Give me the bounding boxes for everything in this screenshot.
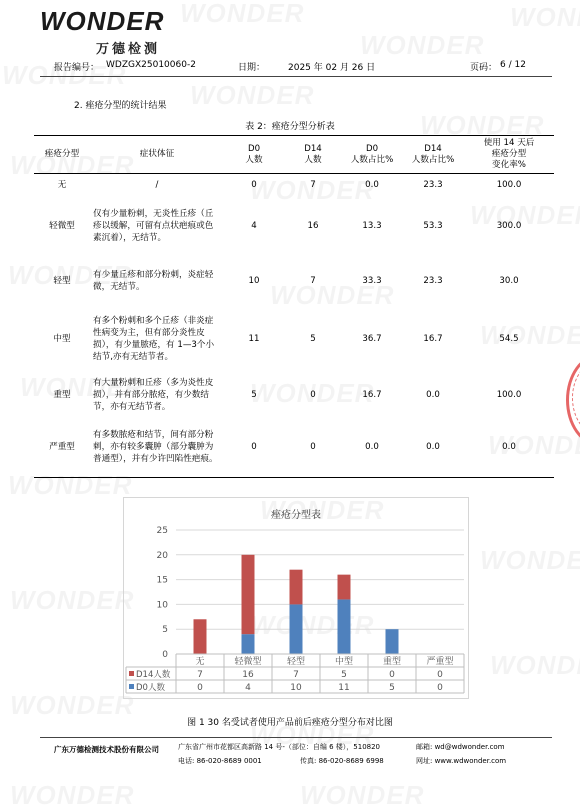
table-row: [34, 256, 554, 306]
watermark-text: [190, 80, 314, 111]
header-cell: D0 人数占比%: [342, 136, 402, 174]
header-cell: 使用 14 天后 痤疮分型 变化率%: [464, 136, 554, 174]
d14-pct-cell: 23.3: [423, 275, 443, 286]
bar-d14: [338, 575, 351, 600]
y-tick-label: 5: [162, 625, 168, 636]
x-category-label: 严重型: [426, 657, 454, 667]
x-category-label: 重型: [382, 657, 402, 667]
d14-count-cell: 16: [307, 220, 319, 231]
change-rate-cell: 300.0: [496, 220, 522, 231]
legend-label: D14人数: [136, 670, 171, 680]
logo-subtitle: 万德检测: [96, 42, 161, 57]
symptom-cell: 有少量丘疹和部分粉刺，炎症轻微，无结节。: [93, 269, 214, 292]
footer-address: 广东省广州市花都区高新路 14 号-（部位：自编 6 楼），510820: [178, 743, 381, 751]
change-rate-cell: 30.0: [499, 275, 519, 286]
report-number-label: 报告编号：: [54, 63, 100, 73]
watermark-text: [180, 0, 304, 29]
footer-company: 广东万德检测技术股份有限公司: [54, 745, 159, 754]
data-table-value: 5: [341, 670, 347, 680]
report-number: WDZGX25010060-2: [106, 60, 196, 70]
x-category-label: 轻微型: [234, 657, 262, 667]
watermark-text: [300, 780, 424, 811]
report-date: 2025 年 02 月 26 日: [288, 63, 376, 73]
footer-phone: 电话: 86-020-8689 0001: [178, 757, 262, 765]
data-table-value: 0: [389, 670, 395, 680]
type-cell: 重型: [53, 389, 71, 400]
change-rate-cell: 100.0: [496, 179, 522, 190]
d0-pct-cell: 16.7: [362, 389, 382, 400]
type-cell: 无: [57, 179, 67, 190]
d14-pct-cell: 16.7: [423, 333, 443, 344]
d14-pct-cell: 53.3: [423, 220, 443, 231]
d0-count-cell: 11: [248, 333, 260, 344]
d14-count-cell: 0: [310, 389, 316, 400]
header-divider: [40, 76, 552, 77]
watermark-text: [480, 545, 580, 576]
d0-count-cell: 5: [251, 389, 257, 400]
type-cell: 中型: [53, 333, 71, 344]
d0-pct-cell: 36.7: [362, 333, 382, 344]
header-cell: 痤疮分型: [34, 136, 90, 174]
d0-pct-cell: 13.3: [362, 220, 382, 231]
section-title: 2. 痤疮分型的统计结果: [74, 101, 167, 111]
d0-pct-cell: 0.0: [365, 179, 379, 190]
data-table-value: 11: [338, 683, 350, 693]
data-table-value: 16: [242, 670, 254, 680]
data-table-value: 5: [389, 683, 395, 693]
table-header-row: [34, 136, 554, 174]
watermark-text: [490, 650, 580, 681]
page-number: 6 / 12: [500, 60, 526, 70]
watermark-text: [10, 585, 134, 616]
bar-d14: [242, 555, 255, 634]
type-cell: 轻型: [53, 275, 71, 286]
bar-d14: [290, 570, 303, 605]
table-row: [34, 306, 554, 372]
header-cell: D14 人数占比%: [402, 136, 464, 174]
watermark-text: [360, 30, 484, 61]
change-rate-cell: 54.5: [499, 333, 519, 344]
legend-swatch: [129, 684, 134, 689]
figure-caption: 图 1 30 名受试者使用产品前后痤疮分型分布对比图: [187, 718, 393, 728]
company-logo: [40, 6, 164, 37]
logo-text: WONDER: [40, 6, 165, 36]
table-row: [34, 418, 554, 478]
data-table-value: 0: [197, 683, 203, 693]
data-table-value: 0: [437, 670, 443, 680]
change-rate-cell: 0.0: [464, 418, 554, 478]
header-cell: D0 人数: [224, 136, 284, 174]
symptom-cell: 有多数脓疮和结节，间有部分粉刺，亦有较多囊肿（部分囊肿为普通型），并有少许凹陷性疤痕。: [90, 418, 224, 478]
table-row: [34, 372, 554, 418]
change-rate-cell: 100.0: [496, 389, 522, 400]
d14-pct-cell: 23.3: [423, 179, 443, 190]
d14-pct-cell: 0.0: [402, 418, 464, 478]
d14-count-cell: 7: [310, 179, 316, 190]
d0-count-cell: 0: [251, 179, 257, 190]
d0-count-cell: 0: [224, 418, 284, 478]
bar-d0: [242, 634, 255, 654]
watermark-text: [10, 780, 134, 811]
bar-d0: [338, 599, 351, 654]
data-table-value: 7: [293, 670, 299, 680]
d0-count-cell: 10: [248, 275, 260, 286]
table-caption: 表 2：痤疮分型分析表: [245, 122, 335, 132]
data-table-value: 7: [197, 670, 203, 680]
date-label: 日期：: [238, 63, 266, 73]
x-category-label: 中型: [334, 657, 354, 667]
footer-email: 邮箱: wd@wdwonder.com: [416, 743, 505, 751]
header-cell: 症状体征: [90, 136, 224, 174]
y-tick-label: 25: [156, 526, 168, 536]
data-table-value: 10: [290, 683, 302, 693]
data-table-value: 4: [245, 683, 251, 693]
symptom-cell: 有大量粉刺和丘疹（多为炎性皮损），并有部分脓疮，有少数结节，亦有无结节者。: [93, 377, 214, 412]
d14-pct-cell: 0.0: [426, 389, 440, 400]
bar-d0: [290, 604, 303, 654]
legend-swatch: [129, 671, 134, 676]
bar-d14: [194, 619, 207, 654]
footer-website: 网址: www.wdwonder.com: [416, 757, 507, 765]
symptom-cell: 仅有少量粉刺，无炎性丘疹（丘疹以缓解，可留有点状疤痕或色素沉着），无结节。: [93, 208, 214, 243]
y-tick-label: 0: [162, 650, 168, 660]
header-cell: D14 人数: [284, 136, 342, 174]
bar-d0: [386, 629, 399, 654]
d0-count-cell: 4: [251, 220, 257, 231]
d14-count-cell: 7: [310, 275, 316, 286]
y-tick-label: 10: [156, 600, 168, 611]
legend-label: D0人数: [136, 683, 165, 693]
d0-pct-cell: 0.0: [342, 418, 402, 478]
footer-fax: 传真: 86-020-8689 6998: [300, 757, 384, 765]
acne-type-table: [34, 135, 554, 478]
symptom-cell: /: [155, 179, 159, 190]
y-tick-label: 15: [156, 575, 168, 586]
watermark-text: [510, 2, 580, 33]
d0-pct-cell: 33.3: [362, 275, 382, 286]
page-label: 页码：: [470, 63, 498, 73]
x-category-label: 轻型: [286, 657, 306, 667]
d14-count-cell: 5: [310, 333, 316, 344]
x-category-label: 无: [195, 657, 205, 667]
stacked-bar-chart: [123, 497, 469, 699]
footer-divider: [40, 737, 552, 738]
type-cell: 轻微型: [49, 220, 75, 231]
type-cell: 严重型: [34, 418, 90, 478]
d14-count-cell: 0: [284, 418, 342, 478]
y-tick-label: 20: [156, 550, 168, 561]
table-row: [34, 196, 554, 256]
chart-title: 痤疮分型表: [271, 510, 321, 521]
data-table-value: 0: [437, 683, 443, 693]
symptom-cell: 有多个粉刺和多个丘疹（非炎症性病变为主，但有部分炎性皮损），有少量脓疮，有 1—3个小结节,亦有无结节者。: [93, 315, 215, 362]
table-row: [34, 174, 554, 196]
